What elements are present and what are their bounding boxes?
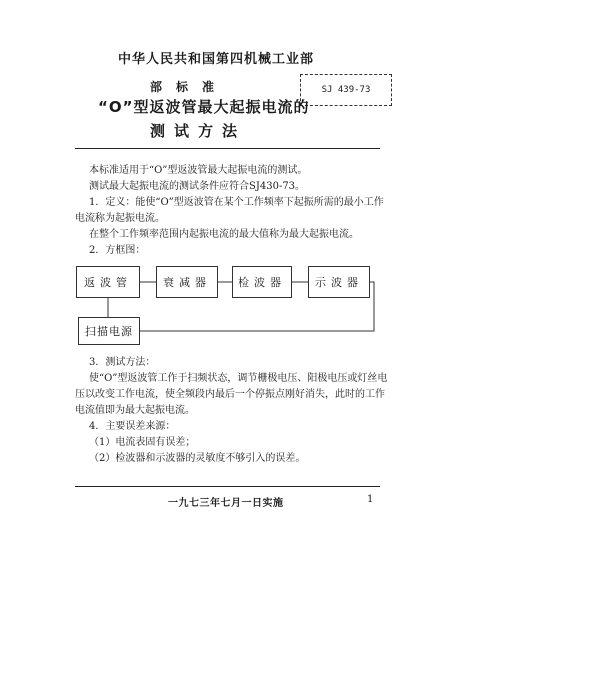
block-oscilloscope: 示波器	[308, 266, 370, 298]
method-heading: 3．测试方法：	[89, 357, 156, 368]
definition-paragraph: 1．定义：能使“O”型返波管在某个工作频率下起振所需的最小工作电流称为起振电流。	[75, 197, 384, 224]
effective-date: 一九七三年七月一日实施	[168, 498, 284, 509]
standard-type: 部标准	[150, 80, 229, 94]
method-paragraph: 使“O”型返波管工作于扫频状态，调节栅极电压、阳极电压或灯丝电压以改变工作电流，使全频段内最后一个停振点刚好消失，此时的工作电流值即为最大起振电流。	[75, 373, 388, 416]
error-item-2: （2）检波器和示波器的灵敏度不够引入的误差。	[89, 453, 306, 464]
error-item-1: （1）电流表固有误差；	[89, 437, 196, 448]
document-title-line1: “O”型返波管最大起振电流的	[98, 98, 310, 116]
scope-paragraph: 本标准适用于“O”型返波管最大起振电流的测试。	[89, 165, 308, 176]
ministry-name: 中华人民共和国第四机械工业部	[118, 52, 315, 67]
block-backward-wave-tube: 返波管	[76, 266, 140, 298]
errors-heading: 4．主要误差来源：	[89, 421, 176, 432]
max-definition-paragraph: 在整个工作频率范围内起振电流的最大值称为最大起振电流。	[89, 229, 359, 240]
bottom-divider	[75, 486, 380, 487]
page-number: 1	[367, 494, 374, 505]
document-title-line2: 测试方法	[150, 122, 247, 140]
block-detector: 检波器	[232, 266, 292, 298]
standard-code: SJ 439-73	[321, 85, 371, 95]
block-sweep-power-supply: 扫描电源	[78, 317, 140, 345]
block-attenuator: 衰减器	[156, 266, 218, 298]
conditions-paragraph: 测试最大起振电流的测试条件应符合SJ430-73。	[89, 181, 306, 192]
diagram-heading: 2．方框图：	[89, 245, 146, 256]
